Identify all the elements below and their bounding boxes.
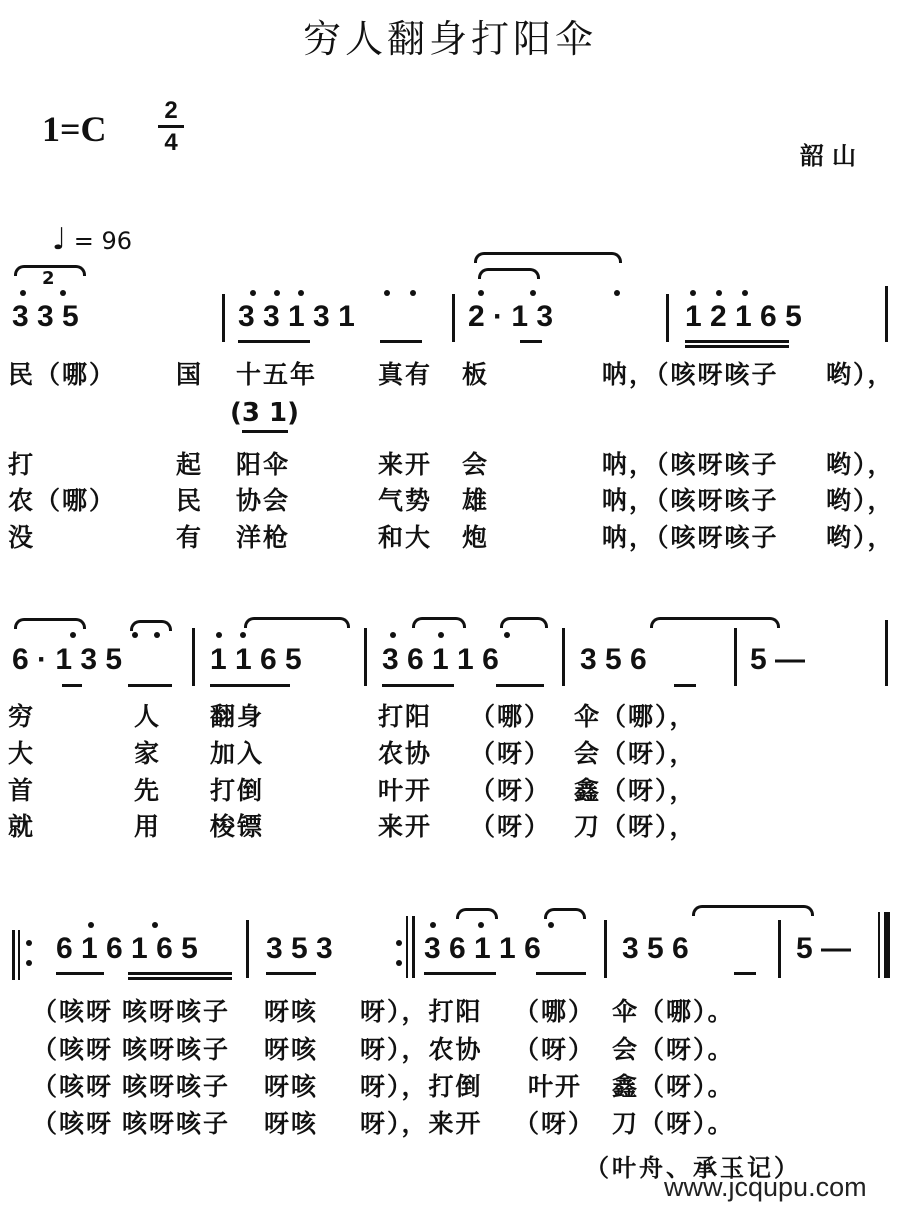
s2-l1-c6: 伞（哪）， [574,702,697,731]
tempo-marking [52,222,132,257]
s2-l2-c2: 家 [134,739,162,768]
tempo-value: = 96 [73,227,133,255]
s1-l3-c2: 民 [176,486,204,515]
s1-l4-c6: 呐，（咳呀咳子 [602,523,779,552]
s3-l2-c3: 呀咳 [264,1035,319,1064]
time-signature [158,98,184,155]
s2-l2-c1: 大 [8,739,36,768]
s3-l1-c2: 咳呀咳子 [122,997,231,1026]
s3-l3-c5: 叶开 [528,1072,583,1101]
s1-l4-c1: 没 [8,523,36,552]
s2-measure-1: 6 · 1 3 5 [12,643,123,676]
time-signature-top: 2 [164,97,178,124]
s1-l4-c4: 和大 [378,523,433,552]
s1-measure-1: 3 3 5 [12,300,79,333]
s1-l1-c6: 呐，（咳呀咳子 [602,360,779,389]
s1-l3-c4: 气势 [378,486,433,515]
s2-l3-c1: 首 [8,776,36,805]
s3-l3-c1: （咳呀 [32,1072,114,1101]
s3-measure-4: 3 5 6 [622,932,689,965]
s3-l2-c2: 咳呀咳子 [122,1035,231,1064]
s3-l4-c2: 咳呀咳子 [122,1109,231,1138]
s2-measure-3: 3 6 1 1 6 [382,643,499,676]
s3-l1-c3: 呀咳 [264,997,319,1026]
s1-l3-c6: 呐，（咳呀咳子 [602,486,779,515]
s2-l4-c1: 就 [8,812,36,841]
s3-l4-c4: 呀），来开 [360,1109,483,1138]
s1-measure-3: 2 · 1 3 [468,300,554,333]
s1-l1-c5: 板 [462,360,490,389]
s3-l4-c6: 刀（呀）。 [612,1109,735,1138]
s1-l3-c5: 雄 [462,486,490,515]
s3-l1-c6: 伞（哪）。 [612,997,735,1026]
song-title: 穷人翻身打阳伞 [302,17,597,61]
composer: 韶山 [800,142,864,170]
s2-l1-c3: 翻身 [210,702,265,731]
quarter-note-icon: ♩ [52,222,67,257]
s3-l3-c4: 呀），打倒 [360,1072,483,1101]
s1-l2-c2: 起 [176,450,204,479]
s2-l2-c3: 加入 [210,739,265,768]
s2-measure-2: 1 1 6 5 [210,643,302,676]
s3-l1-c5: （哪） [514,997,596,1026]
s3-l2-c5: （呀） [514,1035,596,1064]
s1-l2-c4: 来开 [378,450,433,479]
s1-l4-c5: 炮 [462,523,490,552]
s2-l3-c3: 打倒 [210,776,265,805]
grace-note: 2 [42,268,55,289]
s3-l3-c3: 呀咳 [264,1072,319,1101]
s2-l4-c3: 梭镖 [210,812,265,841]
transcriber-credit: （叶舟、承玉记） [585,1154,801,1182]
s3-measure-2: 3 5 3 [266,932,333,965]
s1-l4-c7: 哟）， [826,523,895,552]
s3-l2-c4: 呀），农协 [360,1035,483,1064]
s2-l3-c6: 鑫（呀）， [574,776,697,805]
s2-l1-c4: 打阳 [378,702,433,731]
s2-l4-c2: 用 [134,812,162,841]
s2-l1-c1: 穷 [8,702,36,731]
s3-l2-c1: （咳呀 [32,1035,114,1064]
s3-measure-3: 3 6 1 1 6 [424,932,541,965]
s1-l3-c3: 协会 [236,486,291,515]
s1-l1-c7: 哟）， [826,360,895,389]
s1-l1-c3: 十五年 [236,360,318,389]
watermark: www.jcqupu.com [664,1172,867,1202]
s1-l2-c5: 会 [462,450,490,479]
s3-measure-1: 6 1 6 1 6 5 [56,932,198,965]
s2-l4-c5: （呀） [470,812,552,841]
s2-l4-c4: 来开 [378,812,433,841]
s3-measure-5: 5 — [796,932,852,965]
s2-l2-c5: （呀） [470,739,552,768]
s3-l3-c6: 鑫（呀）。 [612,1072,735,1101]
key-signature: 1=C [42,109,107,149]
s1-l1-c1: 民（哪） [8,360,117,389]
s1-l1-c2: 国 [176,360,204,389]
s2-l1-c2: 人 [134,702,162,731]
s3-l2-c6: 会（呀）。 [612,1035,735,1064]
s1-l4-c2: 有 [176,523,204,552]
s1-l2-c1: 打 [8,450,36,479]
s1-l2-c7: 哟）， [826,450,895,479]
s2-l3-c5: （呀） [470,776,552,805]
s1-measure-2: 3 3 1 3 1 [238,300,355,333]
s1-measure-4: 1 2 1 6 5 [685,300,802,333]
s2-l1-c5: （哪） [470,702,552,731]
s1-l2-c6: 呐，（咳呀咳子 [602,450,779,479]
s2-measure-4: 3 5 6 [580,643,647,676]
s2-measure-5: 5 — [750,643,806,676]
s2-l2-c4: 农协 [378,739,433,768]
s1-l3-c7: 哟）， [826,486,895,515]
s1-l2-c3: 阳伞 [236,450,291,479]
s1-l3-c1: 农（哪） [8,486,117,515]
alternate-notes: (3 1) [230,398,299,428]
s3-l1-c4: 呀），打阳 [360,997,483,1026]
s2-l4-c6: 刀（呀）， [574,812,697,841]
s3-l4-c3: 呀咳 [264,1109,319,1138]
s2-l3-c2: 先 [134,776,162,805]
s3-l4-c5: （呀） [514,1109,596,1138]
s2-l3-c4: 叶开 [378,776,433,805]
s3-l4-c1: （咳呀 [32,1109,114,1138]
time-signature-bottom: 4 [164,129,178,156]
s1-l4-c3: 洋枪 [236,523,291,552]
s1-l1-c4: 真有 [378,360,433,389]
s3-l1-c1: （咳呀 [32,997,114,1026]
s3-l3-c2: 咳呀咳子 [122,1072,231,1101]
s2-l2-c6: 会（呀）， [574,739,697,768]
